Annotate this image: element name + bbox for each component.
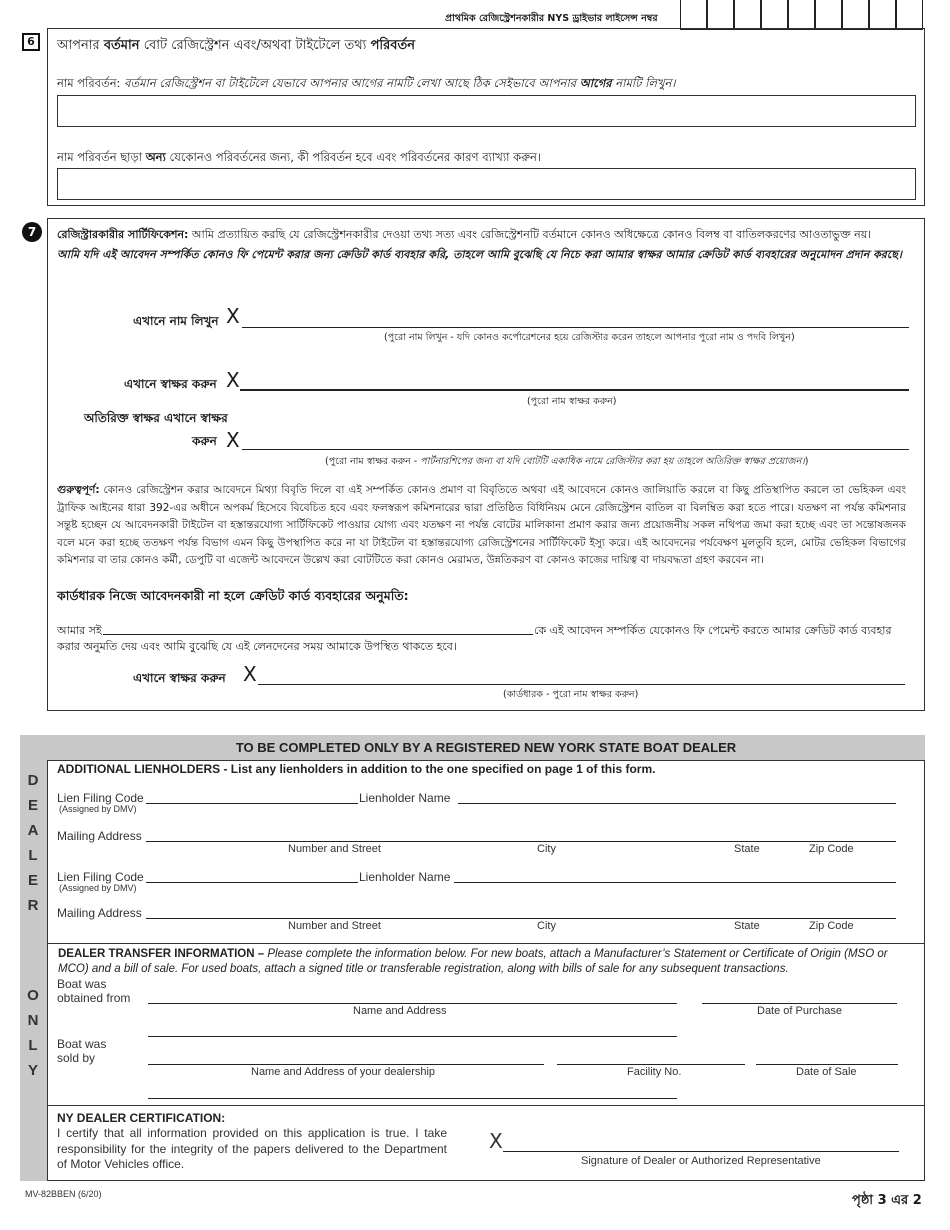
dealer-side-letter-10: Y xyxy=(27,1062,38,1079)
dealer-cert-heading: NY DEALER CERTIFICATION: xyxy=(57,1111,226,1125)
number-street-caption-1: Number and Street xyxy=(288,843,381,855)
obtained-from-name-line-2[interactable] xyxy=(148,1036,677,1037)
lienholder-name-line-2[interactable] xyxy=(454,882,896,883)
state-caption-1: State xyxy=(734,843,760,855)
facility-number-caption: Facility No. xyxy=(627,1066,682,1078)
cardholder-signature-note: (কার্ডধারক - পুরো নাম স্বাক্ষর করুন) xyxy=(503,689,639,700)
name-change-instruction: নাম পরিবর্তন: বর্তমান রেজিস্ট্রেশন বা টাইটেলে যেভাবে আপনার আগের নামটি লেখা আছে ঠিক সেইভাবে আপনার আগের নামটি লিখুন। xyxy=(57,76,676,90)
credit-card-authorization-pre: আমার সই xyxy=(57,624,102,637)
other-change-instruction: নাম পরিবর্তন ছাড়া অন্য যেকোনও পরিবর্তনের জন্য, কী পরিবর্তন হবে এবং পরিবর্তনের কারণ ব্যাখ্যা করুন। xyxy=(57,150,542,164)
additional-sign-label-2: করুন xyxy=(192,434,217,448)
city-caption-1: City xyxy=(537,843,556,855)
lienholder-name-line-1[interactable] xyxy=(458,803,896,804)
dealer-side-letter-8: N xyxy=(27,1012,39,1029)
date-of-sale-line[interactable] xyxy=(756,1064,898,1065)
important-notice: গুরুত্বপূর্ণ: কোনও রেজিস্ট্রেশন করার আবেদনে মিথ্যা বিবৃতি দিলে বা এই সম্পর্কিত কোনও প্রমাণ বা বিবৃতিতে অথবা এই আবেদনে কোনও জালিয়াতি করলে বা কিছু প্রতিস্থাপিত করলে তা ভেহিকল এবং ট্রাফিক আইনের ধারা 392-এর অধীনে অপকর্ম হিসেবে বিবেচিত হবে এবং ফলস্বরূপ কমিশনারের দ্বারা প্রতিষ্ঠিত বিধিনিয়ম মেনে রেজিস্ট্রেশন বাতিল বা বিলম্বিত করা হতে পারে। যতক্ষণ না পর্যন্ত কমিশনার সন্তুষ্ট হচ্ছেন যে আবেদনকারী টাইটেল বা হস্তান্তরযোগ্য সার্টিফিকেট পাওয়ার যোগ্য এবং যতক্ষণ না পর্যন্ত বোটের মালিকানা প্রমাণ করার জন্য প্রয়োজনীয় সকল নথিপত্র জমা করা হচ্ছে এবং তা সন্তোষজনক বলে মনে করা হচ্ছে ততক্ষণ পর্যন্ত বিভাগ এমন কিছু উপস্থাপিত করে না যা টাইটেল বা হস্তান্তরযোগ্য রেজিস্ট্রেশনের সার্টিফিকেট ইস্যু করে। এই আবেদনের পর্যবেক্ষণ মুলতুবি হলে, মোটর ভেহিকল বিভাগের কমিশনার বা তার কোনও কর্মী, ডেপুটি বা এজেন্ট আবেদনে উল্লেখ করা বোটটিতে করা কোনও মেরামত, উন্নতিকরণ বা কোনও কাজের দায়িত্ব বা দায়বদ্ধতা গ্রহণ করবেন না। xyxy=(57,484,906,566)
dealer-cert-text: I certify that all information provided on this application is true. I take responsibility for the integrity of the papers delivered to the Department of Motor Vehicles office. xyxy=(57,1126,447,1171)
cardholder-authorizes-line[interactable] xyxy=(103,634,533,635)
mailing-address-label-1: Mailing Address xyxy=(57,829,142,843)
previous-name-field[interactable] xyxy=(57,95,916,127)
lienholders-frame xyxy=(47,760,925,944)
date-of-purchase-caption: Date of Purchase xyxy=(757,1005,842,1017)
lien-filing-code-label-2: Lien Filing Code xyxy=(57,870,144,884)
dealer-side-letter-9: L xyxy=(28,1037,38,1054)
registrant-certification: রেজিস্ট্রারকারীর সার্টিফিকেশন: আমি প্রত্যায়িত করছি যে রেজিস্ট্রেশনকারীর দেওয়া তথ্য সত্য এবং রেজিস্ট্রেশনটি বর্তমানে কোনও অধিক্ষেত্রে কোনও বিলম্ব বা বাতিলকরণের আওতাভুক্ত নয়। আমি যদি এই আবেদন সম্পর্কিত কোনও ফি পেমেন্ট করার জন্য ক্রেডিট কার্ড ব্যবহার করি, তাহলে আমি বুঝেছি যে নিচে করা আমার স্বাক্ষর আমার ক্রেডিট কার্ড ব্যবহারের অনুমোদন প্রদান করছে। xyxy=(57,228,902,261)
cardholder-sign-x-mark: X xyxy=(243,662,257,686)
date-of-purchase-line[interactable] xyxy=(702,1003,897,1004)
dealer-side-letter-1: D xyxy=(27,772,39,789)
city-caption-2: City xyxy=(537,920,556,932)
signature-note: (পুরো নাম স্বাক্ষর করুন) xyxy=(527,396,617,407)
dealership-name-line[interactable] xyxy=(148,1064,544,1065)
lien-filing-code-label-1: Lien Filing Code xyxy=(57,791,144,805)
lienholders-heading: ADDITIONAL LIENHOLDERS - List any lienholders in addition to the one specified on page 1 of this form. xyxy=(57,762,656,776)
dealer-side-letter-5: E xyxy=(27,872,38,889)
license-number-field[interactable] xyxy=(680,0,925,30)
facility-number-line[interactable] xyxy=(557,1064,745,1065)
name-address-caption: Name and Address xyxy=(353,1005,447,1017)
additional-signature-note: (পুরো নাম স্বাক্ষর করুন - পার্টনারশিপের জন্য বা যদি বোটটি একাধিক নামে রেজিস্টার করা হয় তাহলে অতিরিক্ত স্বাক্ষর প্রয়োজন।) xyxy=(325,456,809,467)
mailing-address-line-1[interactable] xyxy=(146,841,896,842)
zip-caption-2: Zip Code xyxy=(809,920,854,932)
print-name-label: এখানে নাম লিখুন xyxy=(133,314,219,328)
section-7-number: 7 xyxy=(22,222,42,242)
dealer-side-letter-4: L xyxy=(28,847,38,864)
license-number-label: প্রাথমিক রেজিস্ট্রেশনকারীর NYS ড্রাইভার লাইসেন্স নম্বর xyxy=(445,13,658,24)
lienholder-name-label-1: Lienholder Name xyxy=(359,791,451,805)
assigned-by-dmv-1: (Assigned by DMV) xyxy=(59,804,137,814)
state-caption-2: State xyxy=(734,920,760,932)
dealership-name-line-2[interactable] xyxy=(148,1098,677,1099)
dealer-banner: TO BE COMPLETED ONLY BY A REGISTERED NEW YORK STATE BOAT DEALER xyxy=(235,740,737,755)
lien-filing-code-line-2[interactable] xyxy=(146,882,358,883)
page-number: পৃষ্ঠা 3 এর 2 xyxy=(852,1193,922,1208)
dealer-side-letter-2: E xyxy=(27,797,38,814)
signature-line[interactable] xyxy=(240,389,909,391)
sold-by-label: Boat was sold by xyxy=(57,1037,107,1065)
dealer-signature-caption: Signature of Dealer or Authorized Representative xyxy=(581,1155,821,1167)
obtained-from-label: Boat was obtained from xyxy=(57,977,131,1005)
print-name-line[interactable] xyxy=(242,327,909,328)
cardholder-signature-line[interactable] xyxy=(258,684,905,685)
print-name-note: (পুরো নাম লিখুন - যদি কোনও কর্পোরেশনের হয়ে রেজিস্টার করেন তাহলে আপনার পুরো নাম ও পদবি লিখুন) xyxy=(384,332,795,343)
number-street-caption-2: Number and Street xyxy=(288,920,381,932)
dealer-side-letter-6: R xyxy=(27,897,39,914)
other-change-field[interactable] xyxy=(57,168,916,200)
dealer-side-letter-3: A xyxy=(27,822,39,839)
cardholder-sign-label: এখানে স্বাক্ষর করুন xyxy=(133,671,226,685)
lien-filing-code-line-1[interactable] xyxy=(146,803,358,804)
dealer-side-letter-7: O xyxy=(27,987,39,1004)
credit-card-heading: কার্ডধারক নিজে আবেদনকারী না হলে ক্রেডিট কার্ড ব্যবহারের অনুমতি: xyxy=(57,588,409,603)
additional-sign-label: অতিরিক্ত স্বাক্ষর এখানে স্বাক্ষর xyxy=(84,411,228,425)
assigned-by-dmv-2: (Assigned by DMV) xyxy=(59,883,137,893)
dealer-signature-line[interactable] xyxy=(503,1151,899,1152)
date-of-sale-caption: Date of Sale xyxy=(796,1066,857,1078)
mailing-address-label-2: Mailing Address xyxy=(57,906,142,920)
section-6-number: 6 xyxy=(22,33,40,51)
zip-caption-1: Zip Code xyxy=(809,843,854,855)
additional-signature-line[interactable] xyxy=(242,449,909,450)
obtained-from-name-line[interactable] xyxy=(148,1003,677,1004)
credit-card-authorization-line2: করার অনুমতি দেয় এবং আমি বুঝেছি যে এই লেনদেনের সময় আমাকে উপস্থিত থাকতে হবে। xyxy=(57,640,457,653)
dealer-sign-x-mark: X xyxy=(489,1129,503,1153)
lienholder-name-label-2: Lienholder Name xyxy=(359,870,451,884)
transfer-heading: DEALER TRANSFER INFORMATION – Please complete the information below. For new boats, attach a Manufacturer’s Statement or Certificate of Origin (MSO or MCO) and a bill of sale. For used boats, attach a signed title or transferable registration, along with bills of sale for any subsequent transactions. xyxy=(58,948,888,975)
sign-here-label: এখানে স্বাক্ষর করুন xyxy=(124,377,217,391)
print-name-x-mark: X xyxy=(226,304,240,328)
additional-sign-x-mark: X xyxy=(226,428,240,452)
mailing-address-line-2[interactable] xyxy=(146,918,896,919)
sign-x-mark: X xyxy=(226,368,240,392)
section-6-title: আপনার বর্তমান বোট রেজিস্ট্রেশন এবং/অথবা টাইটেলে তথ্য পরিবর্তন xyxy=(57,38,416,53)
form-code: MV-82BBEN (6/20) xyxy=(25,1189,102,1199)
dealership-caption: Name and Address of your dealership xyxy=(251,1066,436,1078)
credit-card-authorization-post: কে এই আবেদন সম্পর্কিত যেকোনও ফি পেমেন্ট করতে আমার ক্রেডিট কার্ড ব্যবহার xyxy=(534,624,892,637)
